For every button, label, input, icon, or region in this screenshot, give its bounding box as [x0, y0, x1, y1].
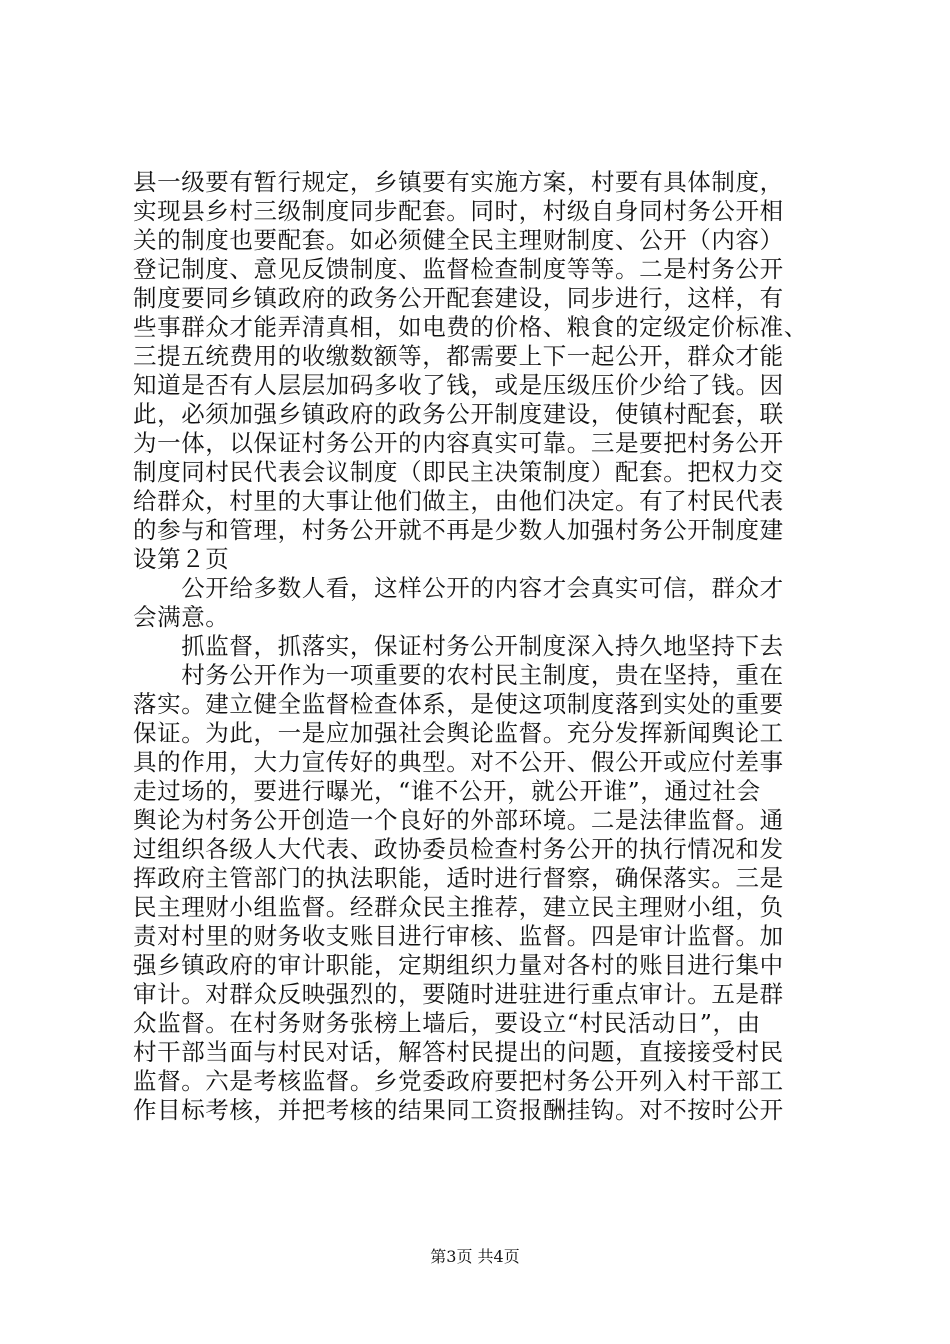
text-line: 民主理财小组监督。经群众民主推荐，建立民主理财小组，负: [133, 893, 784, 921]
text-line: 知道是否有人层层加码多收了钱，或是压级压价少给了钱。因: [133, 371, 784, 399]
section-heading: 抓监督，抓落实，保证村务公开制度深入持久地坚持下去: [133, 632, 784, 660]
text-line: 些事群众才能弄清真相，如电费的价格、粮食的定级定价标准、: [133, 313, 808, 341]
text-line: 过组织各级人大代表、政协委员检查村务公开的执行情况和发: [133, 835, 784, 863]
text-line: 为一体，以保证村务公开的内容真实可靠。三是要把村务公开: [133, 429, 784, 457]
text-line: 设第２页: [133, 545, 230, 573]
text-line: 实现县乡村三级制度同步配套。同时，村级自身同村务公开相: [133, 197, 784, 225]
text-line: 给群众，村里的大事让他们做主，由他们决定。有了村民代表: [133, 487, 784, 515]
text-line: 的参与和管理，村务公开就不再是少数人加强村务公开制度建: [133, 516, 784, 544]
text-line: 责对村里的财务收支账目进行审核、监督。四是审计监督。加: [133, 922, 784, 950]
text-line: 县一级要有暂行规定，乡镇要有实施方案，村要有具体制度，: [133, 168, 784, 196]
text-line: 制度要同乡镇政府的政务公开配套建设，同步进行，这样，有: [133, 284, 784, 312]
document-body: [133, 168, 833, 1125]
text-line: 村务公开作为一项重要的农村民主制度，贵在坚持，重在: [133, 661, 784, 689]
text-line: 强乡镇政府的审计职能，定期组织力量对各村的账目进行集中: [133, 951, 784, 979]
text-line: 具的作用，大力宣传好的典型。对不公开、假公开或应付差事: [133, 748, 784, 776]
text-line: 挥政府主管部门的执法职能，适时进行督察，确保落实。三是: [133, 864, 784, 892]
text-line: 众监督。在村务财务张榜上墙后，要设立“村民活动日”，由: [133, 1009, 761, 1037]
text-line: 监督。六是考核监督。乡党委政府要把村务公开列入村干部工: [133, 1067, 784, 1095]
text-line: 三提五统费用的收缴数额等，都需要上下一起公开，群众才能: [133, 342, 784, 370]
text-line: 作目标考核，并把考核的结果同工资报酬挂钩。对不按时公开: [133, 1096, 784, 1124]
text-line: 保证。为此，一是应加强社会舆论监督。充分发挥新闻舆论工: [133, 719, 784, 747]
text-line: 审计。对群众反映强烈的，要随时进驻进行重点审计。五是群: [133, 980, 784, 1008]
text-line: 公开给多数人看，这样公开的内容才会真实可信，群众才: [133, 574, 784, 602]
text-line: 村干部当面与村民对话，解答村民提出的问题，直接接受村民: [133, 1038, 784, 1066]
text-line: 舆论为村务公开创造一个良好的外部环境。二是法律监督。通: [133, 806, 784, 834]
text-line: 登记制度、意见反馈制度、监督检查制度等等。二是村务公开: [133, 255, 784, 283]
text-line: 会满意。: [133, 603, 230, 631]
page-footer: 第3页 共4页: [430, 1247, 520, 1266]
text-line: 此，必须加强乡镇政府的政务公开制度建设，使镇村配套，联: [133, 400, 784, 428]
text-line: 走过场的，要进行曝光，“谁不公开，就公开谁”，通过社会: [133, 777, 761, 805]
text-line: 制度同村民代表会议制度（即民主决策制度）配套。把权力交: [133, 458, 784, 486]
text-line: 关的制度也要配套。如必须健全民主理财制度、公开（内容）: [133, 226, 784, 254]
text-line: 落实。建立健全监督检查体系，是使这项制度落到实处的重要: [133, 690, 784, 718]
